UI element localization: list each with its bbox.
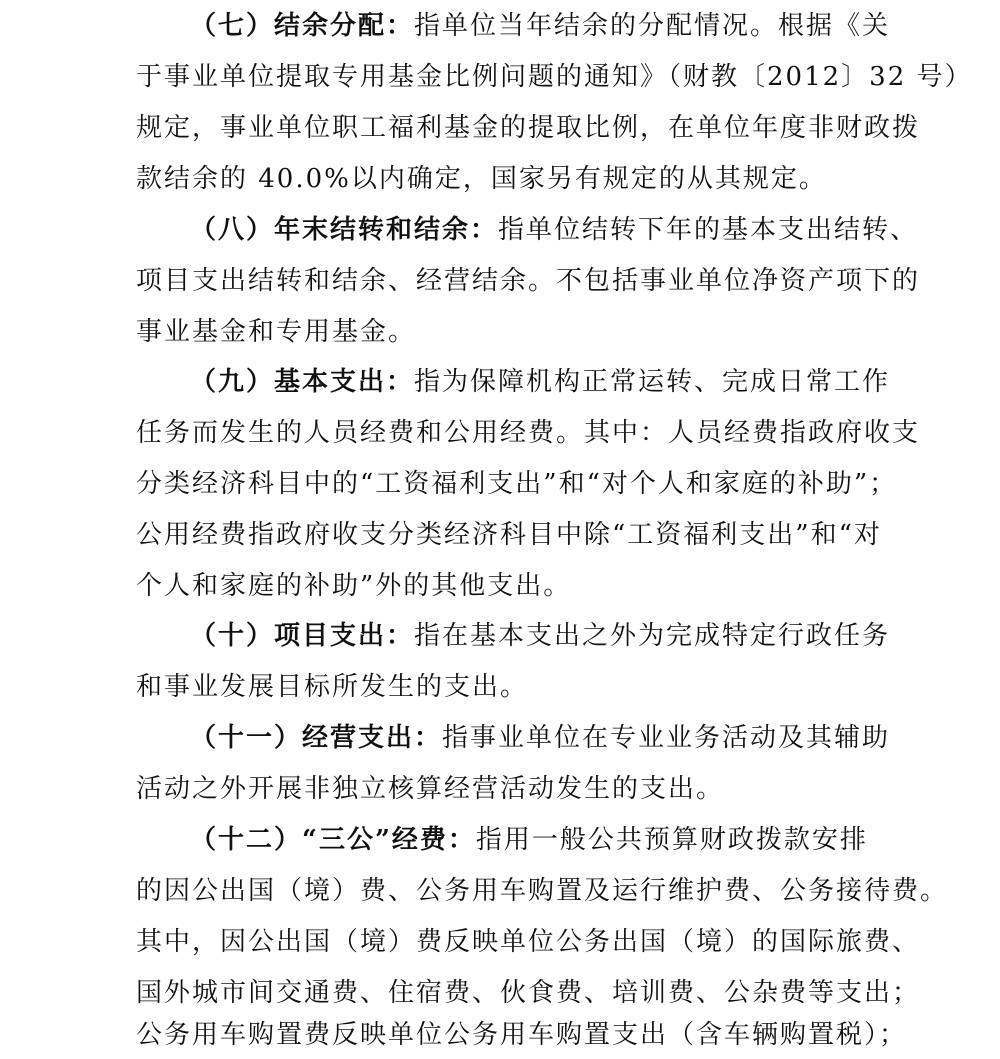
paragraph-line: 活动之外开展非独立核算经营活动发生的支出。 — [136, 774, 725, 804]
paragraph-line: 项目支出结转和结余、经营结余。不包括事业单位净资产项下的 — [136, 266, 921, 296]
paragraph-line: 和事业发展目标所发生的支出。 — [136, 672, 529, 702]
paragraph-line: 其中，因公出国（境）费反映单位公务出国（境）的国际旅费、 — [136, 927, 921, 957]
paragraph-line: 个人和家庭的补助”外的其他支出。 — [136, 571, 572, 601]
section-heading: （九）基本支出： — [190, 367, 415, 397]
paragraph-line: 规定，事业单位职工福利基金的提取比例，在单位年度非财政拨 — [136, 113, 921, 143]
paragraph-line — [190, 364, 890, 400]
section-heading: （十一）经营支出： — [190, 723, 443, 753]
paragraph-line: 款结余的 40.0%以内确定，国家另有规定的从其规定。 — [136, 164, 827, 194]
paragraph-line — [190, 8, 890, 44]
section-text: 指在基本支出之外为完成特定行政任务 — [414, 621, 891, 651]
section-heading: （十）项目支出： — [190, 621, 415, 651]
section-text: 指用一般公共预算财政拨款安排 — [475, 825, 868, 855]
section-text: 指单位当年结余的分配情况。根据《关 — [414, 11, 891, 41]
paragraph-line — [190, 618, 890, 654]
paragraph-line: 公务用车购置费反映单位公务用车购置支出（含车辆购置税）； — [136, 1020, 908, 1050]
section-heading: （八）年末结转和结余： — [190, 215, 499, 245]
section-text: 指单位结转下年的基本支出结转、 — [498, 215, 919, 245]
paragraph-line: 公用经费指政府收支分类经济科目中除“工资福利支出”和“对 — [136, 520, 882, 550]
section-text: 指为保障机构正常运转、完成日常工作 — [414, 367, 891, 397]
paragraph-line — [190, 822, 868, 858]
paragraph-line — [190, 720, 890, 756]
paragraph-line: 分类经济科目中的“工资福利支出”和“对个人和家庭的补助”； — [136, 469, 898, 499]
paragraph-line: 国外城市间交通费、住宿费、伙食费、培训费、公杂费等支出； — [136, 978, 921, 1008]
section-heading: （七）结余分配： — [190, 11, 415, 41]
paragraph-line: 于事业单位提取专用基金比例问题的通知》（财教〔2012〕32 号） — [136, 62, 973, 92]
paragraph-line: 事业基金和专用基金。 — [136, 317, 417, 347]
paragraph-line: 的因公出国（境）费、公务用车购置及运行维护费、公务接待费。 — [136, 876, 949, 906]
section-text: 指事业单位在专业业务活动及其辅助 — [442, 723, 891, 753]
section-heading: （十二）“三公”经费： — [190, 825, 476, 855]
paragraph-line — [190, 212, 918, 248]
paragraph-line: 任务而发生的人员经费和公用经费。其中：人员经费指政府收支 — [136, 418, 921, 448]
